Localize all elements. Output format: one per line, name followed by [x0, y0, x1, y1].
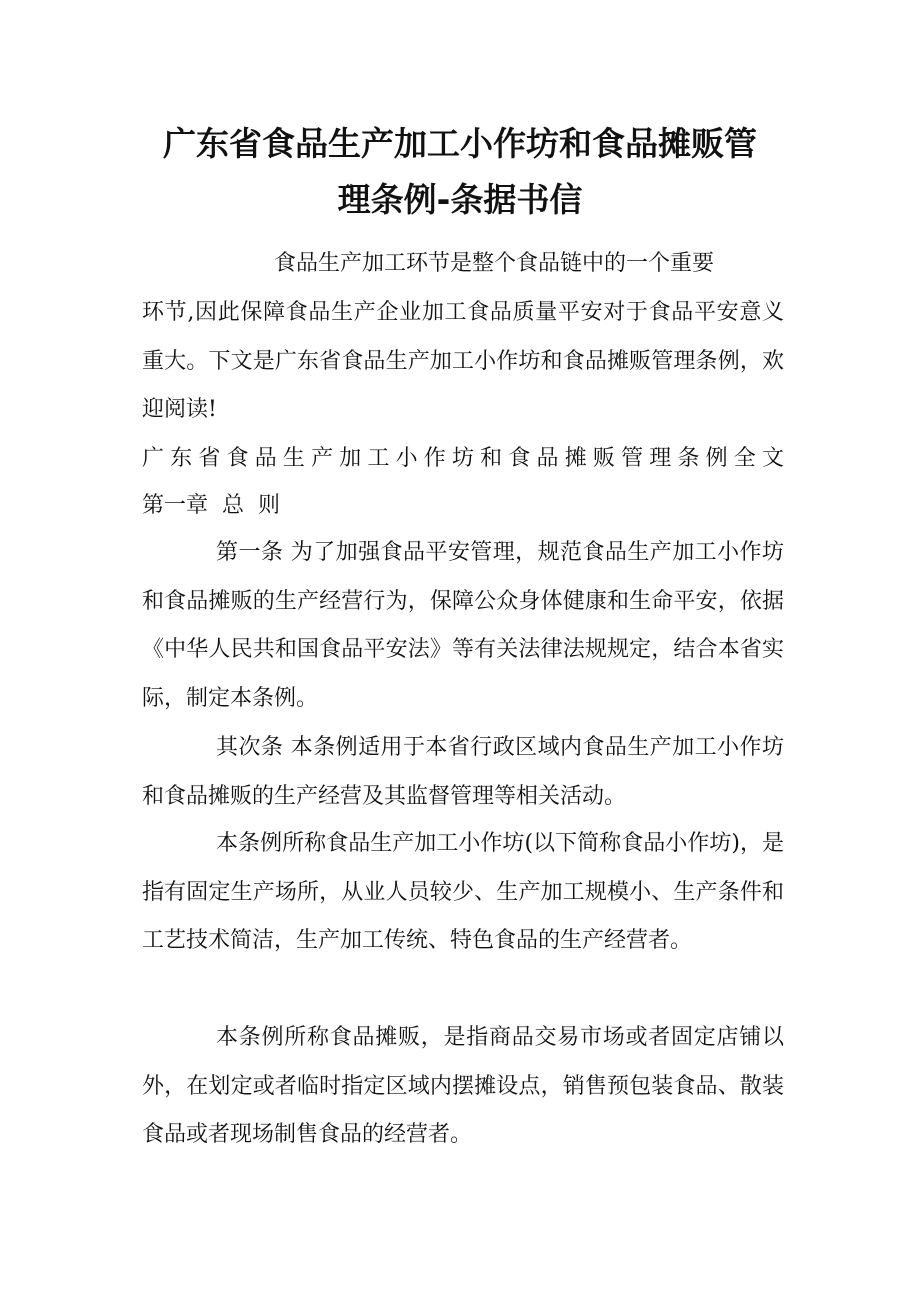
full-text-heading: 广东省食品生产加工小作坊和食品摊贩管理条例全文	[142, 446, 784, 471]
definition-workshop: 本条例所称食品生产加工小作坊(以下简称食品小作坊)，是指有固定生产场所，从业人员较少、生产加工规模小、生产条件和工艺技术简洁，生产加工传统、特色食品的生产经营者。	[142, 831, 784, 953]
document-title-line-1: 广东省食品生产加工小作坊和食品摊贩管	[163, 124, 757, 163]
article-2: 其次条 本条例适用于本省行政区域内食品生产加工小作坊和食品摊贩的生产经营及其监督管理等相关活动。	[142, 735, 784, 809]
chapter-heading: 第一章 总 则	[142, 493, 280, 518]
definition-vendor: 本条例所称食品摊贩，是指商品交易市场或者固定店铺以外，在划定或者临时指定区域内摆摊设点，销售预包装食品、散装食品或者现场制售食品的经营者。	[142, 1025, 784, 1147]
article-1: 第一条 为了加强食品平安管理，规范食品生产加工小作坊和食品摊贩的生产经营行为，保障公众身体健康和生命平安，依据《中华人民共和国食品平安法》等有关法律法规规定，结合本省实际，制定本条例。	[142, 540, 784, 711]
intro-first-line: 食品生产加工环节是整个食品链中的一个重要	[274, 251, 715, 276]
document-title-line-2: 理条例-条据书信	[337, 180, 583, 219]
intro-paragraph: 环节,因此保障食品生产企业加工食品质量平安对于食品平安意义重大。下文是广东省食品生产加工小作坊和食品摊贩管理条例，欢迎阅读!	[142, 300, 784, 422]
